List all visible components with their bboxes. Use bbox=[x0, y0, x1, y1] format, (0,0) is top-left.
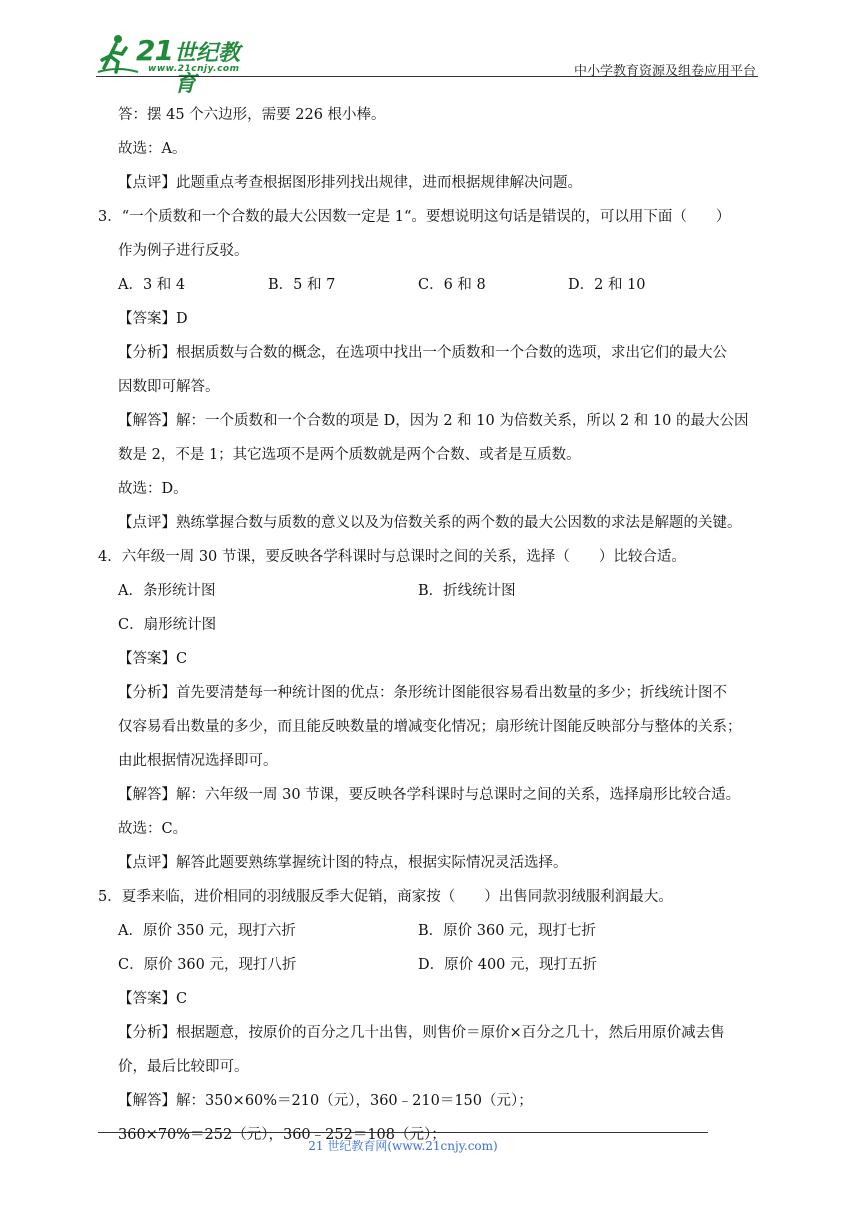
question-4-choice: 故选：C。 bbox=[118, 821, 188, 837]
question-3-solution-1: 【解答】解：一个质数和一个合数的项是 D，因为 2 和 10 为倍数关系，所以 2 和 10 的最大公因 bbox=[118, 413, 749, 429]
option-b[interactable]: B．原价 360 元，现打七折 bbox=[418, 923, 597, 939]
option-d[interactable]: D．原价 400 元，现打五折 bbox=[418, 957, 598, 973]
question-4-options-row1 bbox=[98, 574, 766, 608]
site-logo[interactable] bbox=[96, 32, 256, 97]
question-5-options-row2 bbox=[98, 948, 766, 982]
question-3-options bbox=[98, 268, 766, 302]
question-3-comment: 【点评】熟练掌握合数与质数的意义以及为倍数关系的两个数的最大公因数的求法是解题的关键。 bbox=[118, 515, 742, 531]
question-3-solution-2: 数是 2，不是 1；其它选项不是两个质数就是两个合数、或者是互质数。 bbox=[118, 447, 581, 463]
question-5-analysis-1: 【分析】根据题意，按原价的百分之几十出售，则售价＝原价×百分之几十，然后用原价减去售 bbox=[118, 1025, 725, 1041]
option-a[interactable]: A．3 和 4 bbox=[118, 277, 186, 293]
question-4-analysis-3: 由此根据情况选择即可。 bbox=[118, 753, 278, 769]
question-4-answer: 【答案】C bbox=[118, 651, 188, 667]
option-a[interactable]: A．原价 350 元，现打六折 bbox=[118, 923, 296, 939]
question-3-analysis-2: 因数即可解答。 bbox=[118, 379, 220, 395]
question-4-analysis-1: 【分析】首先要清楚每一种统计图的优点：条形统计图能很容易看出数量的多少；折线统计图不 bbox=[118, 685, 727, 701]
logo-number: 21 bbox=[136, 34, 173, 67]
option-b[interactable]: B．折线统计图 bbox=[418, 583, 516, 599]
logo-text: 世纪教育 bbox=[174, 41, 241, 97]
option-c[interactable]: C．扇形统计图 bbox=[118, 617, 217, 633]
footer-divider bbox=[98, 1132, 708, 1133]
question-3-choice: 故选：D。 bbox=[118, 481, 188, 497]
question-5-answer: 【答案】C bbox=[118, 991, 188, 1007]
question-4-analysis-2: 仅容易看出数量的多少，而且能反映数量的增减变化情况；扇形统计图能反映部分与整体的关系； bbox=[118, 719, 742, 735]
question-3-stem: 3．“一个质数和一个合数的最大公因数一定是 1“。要想说明这句话是错误的，可以用下面（ ） bbox=[98, 209, 731, 225]
comment-line: 【点评】此题重点考查根据图形排列找出规律，进而根据规律解决问题。 bbox=[118, 175, 582, 191]
question-5-solution-1: 【解答】解：350×60%＝210（元），360﹣210＝150（元）； bbox=[118, 1093, 533, 1109]
answer-line: 答：摆 45 个六边形，需要 226 根小棒。 bbox=[118, 107, 386, 123]
question-5-options-row1 bbox=[98, 914, 766, 948]
question-4-options-row2 bbox=[98, 608, 766, 642]
header-divider bbox=[96, 76, 758, 77]
choice-line: 故选：A。 bbox=[118, 141, 187, 157]
question-5-stem: 5．夏季来临，进价相同的羽绒服反季大促销，商家按（ ）出售同款羽绒服利润最大。 bbox=[98, 889, 673, 905]
runner-logo-icon bbox=[96, 32, 140, 76]
option-b[interactable]: B．5 和 7 bbox=[268, 277, 336, 293]
question-4-stem: 4．六年级一周 30 节课，要反映各学科课时与总课时之间的关系，选择（ ）比较合适。 bbox=[98, 549, 686, 565]
option-c[interactable]: C．6 和 8 bbox=[418, 277, 486, 293]
option-c[interactable]: C．原价 360 元，现打八折 bbox=[118, 957, 297, 973]
option-d[interactable]: D．2 和 10 bbox=[568, 277, 646, 293]
question-4-solution: 【解答】解：六年级一周 30 节课，要反映各学科课时与总课时之间的关系，选择扇形比较合适。 bbox=[118, 787, 741, 803]
page-header bbox=[96, 30, 756, 97]
document-body bbox=[98, 98, 766, 1152]
question-5-analysis-2: 价，最后比较即可。 bbox=[118, 1059, 249, 1075]
page-footer[interactable]: 21 世纪教育网(www.21cnjy.com) bbox=[308, 1139, 498, 1153]
option-a[interactable]: A．条形统计图 bbox=[118, 583, 216, 599]
question-3-answer: 【答案】D bbox=[118, 311, 188, 327]
question-5-solution-2: 360×70%＝252（元），360﹣252＝108（元）； bbox=[118, 1127, 446, 1143]
question-4-comment: 【点评】解答此题要熟练掌握统计图的特点，根据实际情况灵活选择。 bbox=[118, 855, 568, 871]
logo-url: www.21cnjy.com bbox=[148, 64, 240, 74]
question-3-stem-cont: 作为例子进行反驳。 bbox=[118, 243, 249, 259]
question-3-analysis-1: 【分析】根据质数与合数的概念，在选项中找出一个质数和一个合数的选项，求出它们的最大公 bbox=[118, 345, 727, 361]
platform-title: 中小学教育资源及组卷应用平台 bbox=[573, 64, 756, 79]
